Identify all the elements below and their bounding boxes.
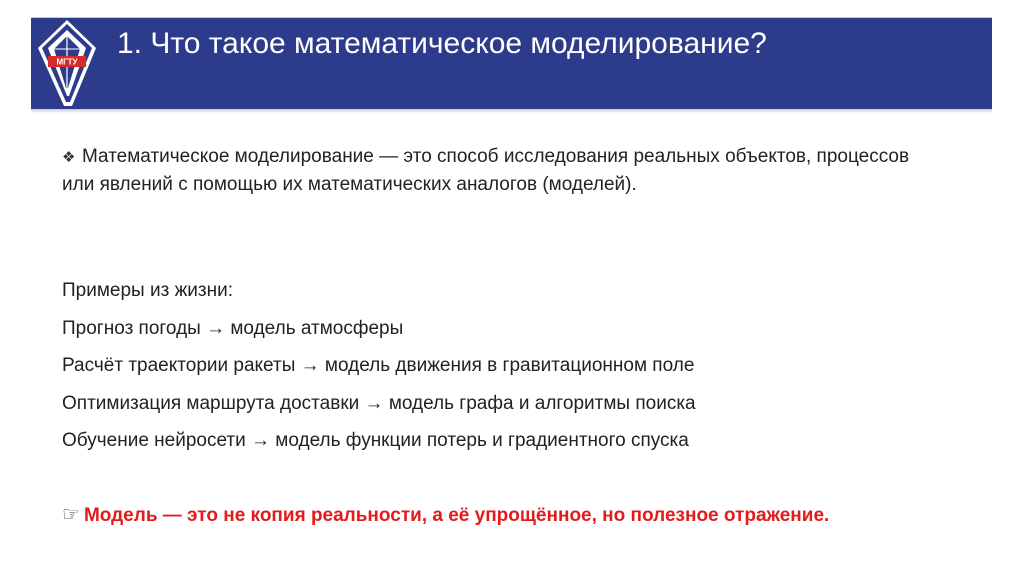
pointing-hand-icon: ☞ [62, 504, 80, 526]
university-logo [34, 18, 100, 108]
example-item: Оптимизация маршрута доставки → модель графа и алгоритмы поиска [62, 392, 696, 414]
emphasis-block [62, 501, 942, 530]
slide-title: 1. Что такое математическое моделирование? [117, 27, 767, 60]
title-bar-shadow [31, 109, 992, 113]
logo-text: МГТУ [56, 57, 78, 67]
example-item: Прогноз погоды → модель атмосферы [62, 317, 404, 339]
example-item: Обучение нейросети → модель функции потерь и градиентного спуска [62, 430, 689, 451]
definition-block [62, 143, 942, 198]
definition-text: Математическое моделирование — это способ исследования реальных объектов, процессов или явлений с помощью их математических аналогов (моделей). [62, 146, 910, 195]
emphasis-text: Модель — это не копия реальности, а её упрощённое, но полезное отражение. [83, 505, 830, 526]
examples-block [62, 272, 942, 460]
example-item: Расчёт траектории ракеты → модель движения в гравитационном поле [62, 355, 695, 376]
diamond-bullet-icon: ❖ [62, 149, 76, 166]
examples-heading: Примеры из жизни: [62, 280, 233, 301]
